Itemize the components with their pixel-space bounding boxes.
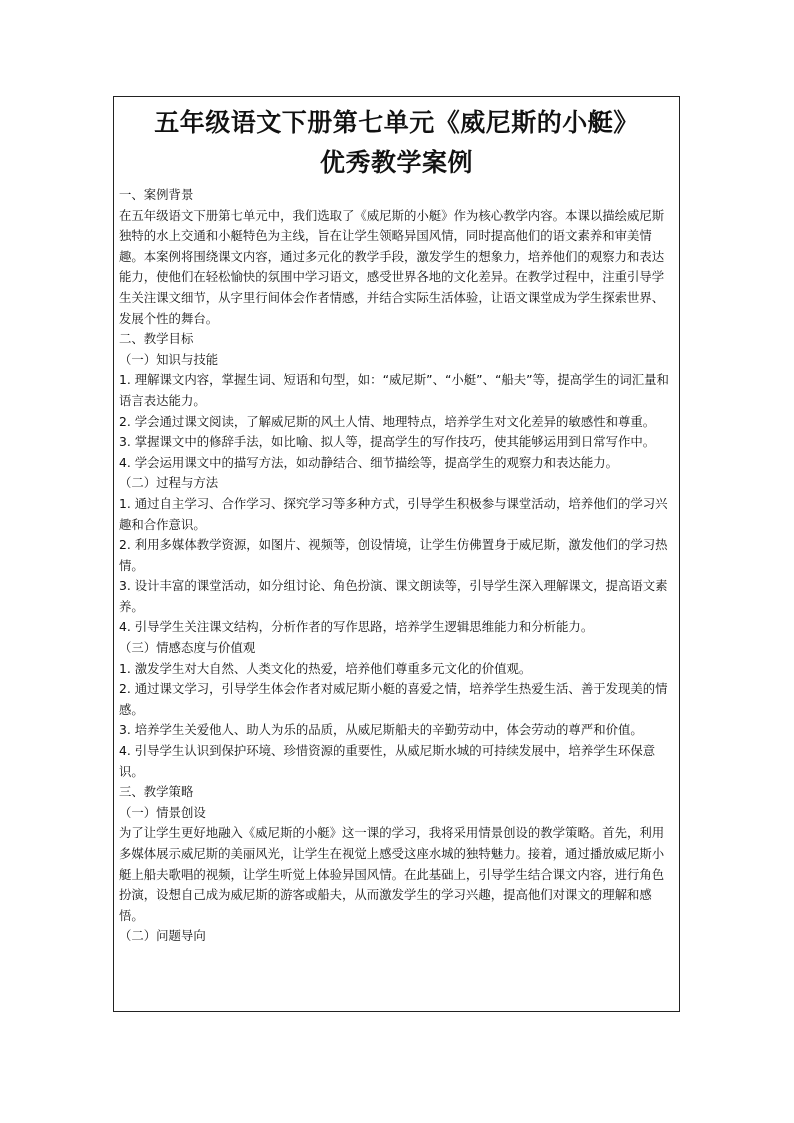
subheading-knowledge: （一）知识与技能 — [119, 351, 219, 367]
document-title — [114, 97, 679, 183]
document-frame — [113, 96, 680, 1012]
scenario-paragraph: 为了让学生更好地融入《威尼斯的小艇》这一课的学习，我将采用情景创设的教学策略。首先，利用多媒体展示威尼斯的美丽风光，让学生在视觉上感受这座水城的独特魅力。接着，通过播放威尼斯小艇上船夫歌唱的视频，让学生听觉上体验异国风情。在此基础上，引导学生结合课文内容，进行角色扮演，设想自己成为威尼斯的游客或船夫，从而激发学生的学习兴趣，提高他们对课文的理解和感悟。 — [119, 825, 665, 923]
knowledge-item: 1. 理解课文内容，掌握生词、短语和句型，如：“威尼斯”、“小艇”、“船夫”等，提高学生的词汇量和语言表达能力。 — [119, 372, 669, 408]
section-heading-goals: 二、教学目标 — [119, 331, 194, 347]
process-item: 3. 设计丰富的课堂活动，如分组讨论、角色扮演、课文朗读等，引导学生深入理解课文，提高语文素养。 — [119, 578, 668, 614]
knowledge-item: 3. 掌握课文中的修辞手法，如比喻、拟人等，提高学生的写作技巧，使其能够运用到日常写作中。 — [119, 434, 656, 450]
subheading-process: （二）过程与方法 — [119, 475, 219, 491]
section-heading-background: 一、案例背景 — [119, 187, 194, 202]
knowledge-item: 2. 学会通过课文阅读，了解威尼斯的风土人情、地理特点，培养学生对文化差异的敏感性和尊重。 — [119, 413, 656, 429]
subheading-scenario: （一）情景创设 — [119, 804, 206, 820]
subheading-values: （三）情感态度与价值观 — [119, 640, 256, 656]
section-heading-strategy: 三、教学策略 — [119, 784, 194, 800]
title-line-1: 五年级语文下册第七单元《威尼斯的小艇》 — [154, 108, 639, 137]
subheading-problem: （二）问题导向 — [119, 928, 206, 944]
document-body — [114, 183, 679, 947]
background-paragraph: 在五年级语文下册第七单元中，我们选取了《威尼斯的小艇》作为核心教学内容。本课以描绘威尼斯独特的水上交通和小艇特色为主线，旨在让学生领略异国风情，同时提高他们的语文素养和审美情趣。本案例将围绕课文内容，通过多元化的教学手段，激发学生的想象力，培养他们的观察力和表达能力，使他们在轻松愉快的氛围中学习语文，感受世界各地的文化差异。在教学过程中，注重引导学生关注课文细节，从字里行间体会作者情感，并结合实际生活体验，让语文课堂成为学生探索世界、发展个性的舞台。 — [119, 207, 665, 326]
values-item: 2. 通过课文学习，引导学生体会作者对威尼斯小艇的喜爱之情，培养学生热爱生活、善于发现美的情感。 — [119, 681, 668, 717]
process-item: 1. 通过自主学习、合作学习、探究学习等多种方式，引导学生积极参与课堂活动，培养他们的学习兴趣和合作意识。 — [119, 495, 668, 532]
values-item: 3. 培养学生关爱他人、助人为乐的品质，从威尼斯船夫的辛勤劳动中，体会劳动的尊严和价值。 — [119, 722, 643, 738]
process-item: 2. 利用多媒体教学资源，如图片、视频等，创设情境，让学生仿佛置身于威尼斯，激发他们的学习热情。 — [119, 537, 668, 573]
values-item: 1. 激发学生对大自然、人类文化的热爱，培养他们尊重多元文化的价值观。 — [119, 660, 532, 676]
values-item: 4. 引导学生认识到保护环境、珍惜资源的重要性，从威尼斯水城的可持续发展中，培养学生环保意识。 — [119, 743, 656, 779]
knowledge-item: 4. 学会运用课文中的描写方法，如动静结合、细节描绘等，提高学生的观察力和表达能力。 — [119, 454, 618, 470]
process-item: 4. 引导学生关注课文结构，分析作者的写作思路，培养学生逻辑思维能力和分析能力。 — [119, 619, 594, 635]
title-line-2: 优秀教学案例 — [319, 148, 473, 177]
